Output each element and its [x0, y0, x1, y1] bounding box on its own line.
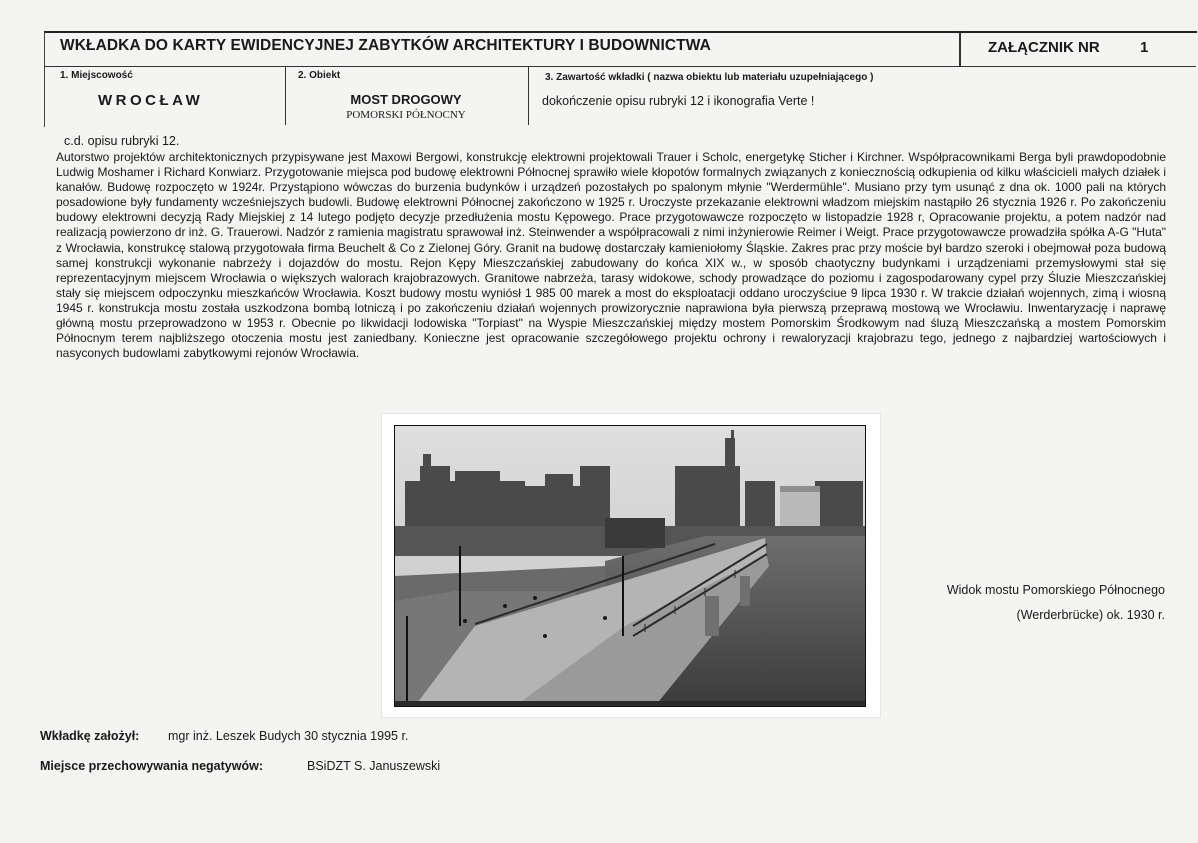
location-value: WROCŁAW [98, 92, 204, 109]
photo-caption-line1: Widok mostu Pomorskiego Północnego [946, 583, 1165, 597]
bridge-photo-illustration [395, 426, 865, 706]
content-label: 3. Zawartość wkładki ( nazwa obiektu lub materiału uzupełniającego ) [545, 72, 874, 83]
content-value: dokończenie opisu rubryki 12 i ikonografia Verte ! [542, 94, 815, 108]
annex-label: ZAŁĄCZNIK NR [988, 39, 1100, 56]
field-divider-2 [528, 66, 529, 125]
negatives-label: Miejsce przechowywania negatywów: [40, 759, 263, 773]
negatives-value: BSiDZT S. Januszewski [307, 759, 441, 773]
object-value: MOST DROGOWY [350, 92, 462, 107]
bridge-photo [394, 425, 866, 707]
annex-number: 1 [1140, 39, 1149, 56]
section-heading: c.d. opisu rubryki 12. [64, 134, 180, 148]
header-divider [959, 31, 961, 67]
object-label: 2. Obiekt [298, 70, 341, 81]
author-value: mgr inż. Leszek Budych 30 stycznia 1995 r. [168, 729, 409, 743]
header-rule [44, 66, 1196, 67]
location-label: 1. Miejscowość [60, 70, 133, 81]
document-title: WKŁADKA DO KARTY EWIDENCYJNEJ ZABYTKÓW ARCHITEKTURY I BUDOWNICTWA [60, 37, 711, 54]
object-subvalue: POMORSKI PÓŁNOCNY [346, 109, 466, 121]
description-text: Autorstwo projektów architektonicznych przypisywane jest Maxowi Bergowi, konstrukcję elektrowni projektowali Trauer i Scholc, energetykę Sticher i Kirchner. Współpracownikami Berga byli prawdopodobnie Ludwig Moshamer i Richard Konwiarz. Przygotowanie miejsca pod budowę elektrowni Północnej sprawiło wiele kłopotów formalnych związanych z koniecznością odkupienia od kilku właścicieli małych działek i kanałów. Budowę rozpoczęto w 1924r. Przystąpiono wówczas do burzenia budynków i urządzeń pozostałych po spalonym młynie "Werdermühle". Musiano przy tym usunąć z dna ok. 1000 pali na których posadowione były fundamenty wcześniejszych budowli. Budowę elektrowni Północnej zakończono w 1925 r. Uroczyste przekazanie elektrowni władzom miejskim nastąpiło 26 stycznia 1926 r. Po zakończeniu budowy elektrowni decyzją Rady Miejskiej z 14 lutego podjęto decyzje przedłużenia mostu Kępowego. Prace przygotowawcze rozpoczęto w listopadzie 1928 r, Opracowanie projektu, a potem nadzór nad realizacją powierzono dr inż. G. Trauerowi. Nadzór z ramienia magistratu sprawował inż. Steinwender a współpracowali z nimi inżynierowie Reimer i Weigt. Prace przygotowawcze prowadziła spółka A-G "Huta" z Wrocławia, konstrukcę stalową przygotowała firma Beuchelt & Co z Zielonej Góry. Granit na budowę dostarczały kamieniołomy Śląskie. Zakres prac przy moście był bardzo szeroki i obejmował poza budową samej konstrukcji wykonanie nabrzeży i dojazdów do mostu. Rejon Kępy Mieszczańskiej zabudowany do końca XIX w., w sposób chaotyczny budynkami i urządzeniami przemysłowymi stał się reprezentacyjnym miejscem Wrocławia o większych walorach krajobrazowych. Granitowe nabrzeża, tarasy widokowe, schody prowadzące do poziomu i zagospodarowany cypel przy Śluzie Mieszczańskiej stały się miejscem odpoczynku mieszkańców Wrocławia. Koszt budowy mostu wyniósł 1 985 00 marek a most do eksploatacji oddano uroczyściue 9 lipca 1930 r. W trakcie działań wojennych, zimą i wiosną 1945 r. konstrukcja mostu została uszkodzona bombą lotniczą i po zakończeniu działań wojennych prowizorycznie naprawiona była pierwszą przeprawą mostową we Wrocławiu. Inwentaryzację i naprawę główną mostu przeprowadzono w 1953 r. Obecnie po likwidacji lodowiska "Torpiast" na Wyspie Mieszczańskiej między mostem Pomorskim Środkowym nad śluzą Mieszczańską a mostem Pomorskim Północnym terem najbliższego otoczenia mostu jest zaniedbany. Konieczne jest opracowanie szczegółowego projektu ochrony i rewaloryzacji krajobrazu tego, jednego z najbardziej wartościowych i nasyconych budowlami zabytkowymi rejonów Wrocławia. [56, 150, 1166, 361]
author-label: Wkładkę założył: [40, 729, 140, 743]
photo-caption-line2: (Werderbrücke) ok. 1930 r. [1016, 608, 1165, 622]
